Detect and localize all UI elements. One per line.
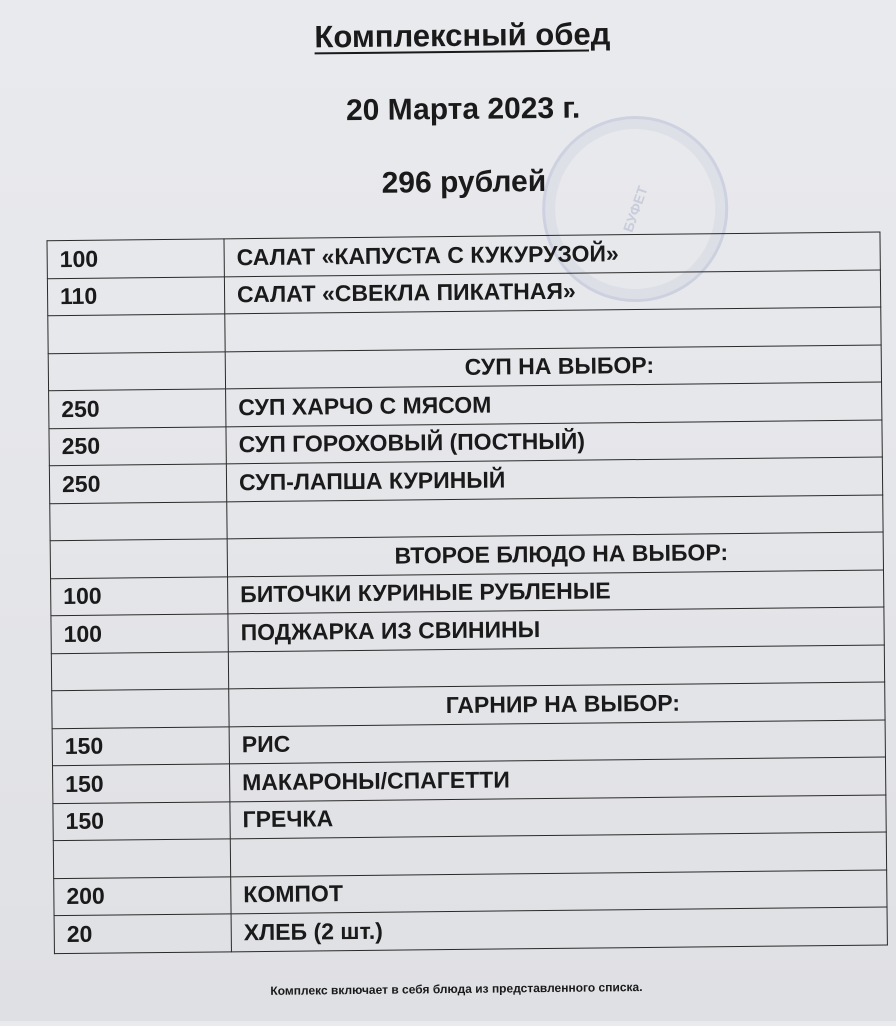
weight-cell: 250 <box>49 389 226 428</box>
weight-cell <box>53 839 230 878</box>
dish-cell: КОМПОТ <box>231 869 887 913</box>
weight-cell: 200 <box>54 876 231 915</box>
weight-cell: 100 <box>47 239 224 278</box>
weight-cell: 250 <box>49 464 226 503</box>
weight-cell: 20 <box>54 914 231 953</box>
weight-cell <box>50 539 227 578</box>
menu-date: 20 Марта 2023 г. <box>345 91 581 128</box>
weight-cell: 250 <box>49 426 226 465</box>
dish-cell: ГРЕЧКА <box>230 794 886 838</box>
weight-cell <box>48 314 225 353</box>
table-row <box>54 907 887 953</box>
section-heading: ГАРНИР НА ВЫБОР: <box>229 682 885 726</box>
page-title: Комплексный обед <box>314 16 611 55</box>
weight-cell: 100 <box>51 614 228 653</box>
section-heading: СУП НА ВЫБОР: <box>225 344 881 388</box>
weight-cell <box>51 651 228 690</box>
weight-cell: 150 <box>53 801 230 840</box>
dish-cell: МАКАРОНЫ/СПАГЕТТИ <box>229 757 885 801</box>
dish-cell: РИС <box>229 719 885 763</box>
dish-cell: САЛАТ «КАПУСТА С КУКУРУЗОЙ» <box>224 232 880 276</box>
menu-price: 296 рублей <box>381 164 547 200</box>
round-stamp-icon: БУФЕТ <box>517 90 754 327</box>
dish-cell: СУП-ЛАПША КУРИНЫЙ <box>226 457 882 501</box>
dish-cell: ХЛЕБ (2 шт.) <box>231 907 887 951</box>
weight-cell <box>48 351 225 390</box>
weight-cell: 150 <box>52 726 229 765</box>
dish-cell: САЛАТ «СВЕКЛА ПИКАТНАЯ» <box>224 269 880 313</box>
dish-cell: ПОДЖАРКА ИЗ СВИНИНЫ <box>228 607 884 651</box>
footnote: Комплекс включает в себя блюда из представленного списка. <box>270 980 643 998</box>
menu-table <box>46 231 887 953</box>
weight-cell: 100 <box>51 576 228 615</box>
section-heading: ВТОРОЕ БЛЮДО НА ВЫБОР: <box>227 532 883 576</box>
dish-cell: СУП ХАРЧО С МЯСОМ <box>226 382 882 426</box>
weight-cell <box>50 501 227 540</box>
dish-cell: СУП ГОРОХОВЫЙ (ПОСТНЫЙ) <box>226 419 882 463</box>
weight-cell: 110 <box>47 276 224 315</box>
weight-cell <box>52 689 229 728</box>
dish-cell: БИТОЧКИ КУРИНЫЕ РУБЛЕНЫЕ <box>228 569 884 613</box>
menu-table-body <box>47 232 887 953</box>
weight-cell: 150 <box>52 764 229 803</box>
